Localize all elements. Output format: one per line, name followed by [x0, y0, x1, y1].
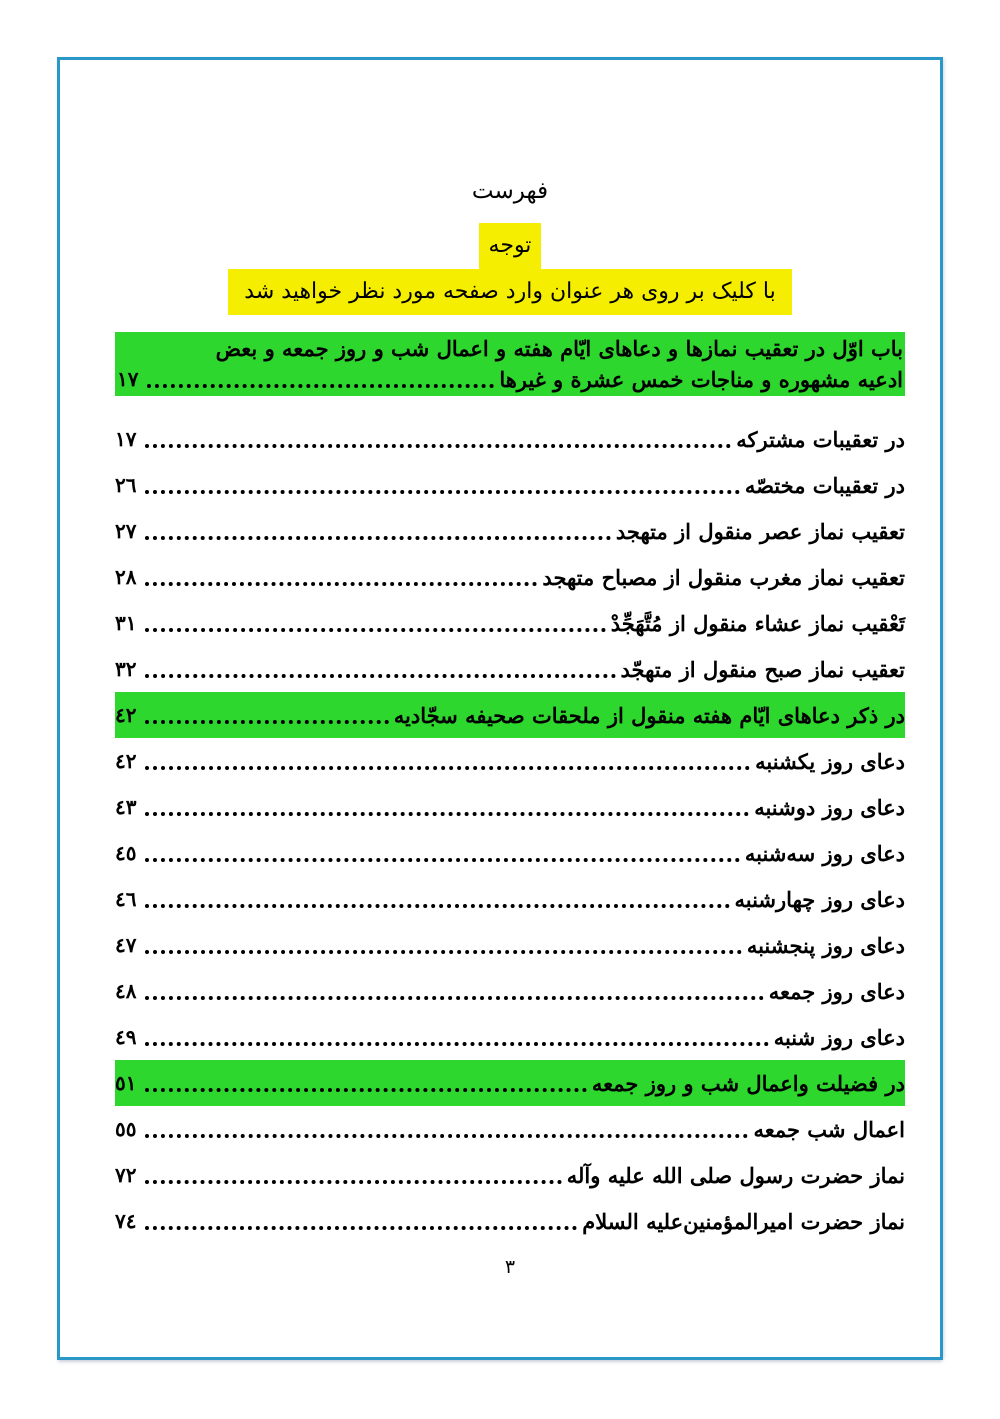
toc-entry-page: ٤٢: [115, 749, 137, 773]
toc-row: [115, 646, 905, 692]
toc-row: [115, 738, 905, 784]
dotted-leader: [145, 812, 749, 816]
chapter-heading[interactable]: [115, 332, 905, 396]
toc-entry-title[interactable]: در فضیلت واعمال شب و روز جمعه: [591, 1070, 905, 1096]
dotted-leader: [145, 1088, 586, 1092]
toc-entry-title[interactable]: در تعقیبات مختصّه: [744, 472, 905, 498]
toc-entry-page: ٥٥: [115, 1117, 137, 1141]
toc-entry-page: ٢٦: [115, 473, 137, 497]
toc-entry-title[interactable]: دعای روز پنجشنبه: [746, 932, 905, 958]
toc-row: [115, 1198, 905, 1244]
toc-entry-title[interactable]: دعای روز دوشنبه: [754, 794, 905, 820]
notice-label-line: [115, 223, 905, 269]
dotted-leader: [145, 444, 731, 448]
toc-entry-page: ٣١: [115, 611, 137, 635]
toc-row: [115, 922, 905, 968]
toc-entry-title[interactable]: تَعْقیب نماز عشاء منقول از مُتَّهَجِّدْ: [610, 610, 905, 636]
toc-entry-title[interactable]: در تعقیبات مشترکه: [736, 426, 905, 452]
toc-entry-page: ٤٧: [115, 933, 137, 957]
toc-entry-page: ٤٨: [115, 979, 137, 1003]
chapter-heading-page: ١٧: [117, 367, 139, 391]
dotted-leader: [145, 1134, 748, 1138]
dotted-leader: [145, 628, 605, 632]
toc-entry-title[interactable]: تعقیب نماز عصر منقول از متهجد: [615, 518, 905, 544]
toc-row-section-heading: [115, 1060, 905, 1106]
dotted-leader: [145, 720, 388, 724]
toc-entry-page: ٥١: [115, 1071, 137, 1095]
chapter-heading-title[interactable]: ادعیه مشهوره و مناجات خمس عشرة و غیرها: [499, 366, 903, 392]
toc-entry-page: ٤٩: [115, 1025, 137, 1049]
dotted-leader: [145, 536, 610, 540]
dotted-leader: [145, 582, 537, 586]
page-number: ٣: [504, 1256, 516, 1278]
toc-row: [115, 508, 905, 554]
toc-entry-page: ٧٤: [115, 1209, 137, 1233]
toc-row: [115, 784, 905, 830]
toc-row: [115, 1106, 905, 1152]
toc-entry-title[interactable]: اعمال شب جمعه: [753, 1116, 905, 1142]
toc-entry-title[interactable]: دعای روز یکشنبه: [755, 748, 905, 774]
toc-entry-page: ٤٢: [115, 703, 137, 727]
toc-row: [115, 462, 905, 508]
toc-entry-page: ٤٣: [115, 795, 137, 819]
chapter-heading-line1[interactable]: باب اوّل در تعقیب نمازها و دعاهای ایّام هفته و اعمال شب و روز جمعه و بعض: [215, 336, 903, 361]
toc-entry-title[interactable]: دعای روز جمعه: [768, 978, 905, 1004]
toc-content: [60, 60, 940, 1278]
notice-text: با کلیک بر روی هر عنوان وارد صفحه مورد نظر خواهید شد: [228, 269, 791, 315]
toc-row: [115, 554, 905, 600]
toc-row: [115, 968, 905, 1014]
toc-row: [115, 416, 905, 462]
dotted-leader: [145, 858, 739, 862]
toc-entry-page: ٤٥: [115, 841, 137, 865]
chapter-heading-line2[interactable]: [117, 364, 903, 394]
toc-entry-title[interactable]: تعقیب نماز مغرب منقول از مصباح متهجد: [542, 564, 905, 590]
toc-entry-title[interactable]: دعای روز سه‌شنبه: [744, 840, 905, 866]
page-frame: [57, 57, 943, 1360]
dotted-leader: [147, 384, 494, 388]
dotted-leader: [145, 674, 615, 678]
dotted-leader: [145, 950, 741, 954]
dotted-leader: [145, 904, 729, 908]
toc-list: [115, 416, 905, 1244]
toc-entry-page: ٧٢: [115, 1163, 137, 1187]
toc-row: [115, 876, 905, 922]
toc-entry-title[interactable]: نماز حضرت امیرالمؤمنین‌علیه السلام: [582, 1208, 905, 1234]
toc-row: [115, 1152, 905, 1198]
dotted-leader: [145, 1226, 577, 1230]
toc-entry-page: ٤٦: [115, 887, 137, 911]
toc-entry-page: ١٧: [115, 427, 137, 451]
toc-row-section-heading: [115, 692, 905, 738]
dotted-leader: [145, 766, 750, 770]
toc-row: [115, 1014, 905, 1060]
toc-row: [115, 830, 905, 876]
toc-entry-page: ٢٧: [115, 519, 137, 543]
notice-text-line: [115, 269, 905, 315]
toc-entry-title[interactable]: دعای روز شنبه: [773, 1024, 905, 1050]
toc-entry-title[interactable]: در ذکر دعاهای ایّام هفته منقول از ملحقات صحیفه سجّادیه: [393, 702, 905, 728]
dotted-leader: [145, 1042, 768, 1046]
toc-entry-page: ٣٢: [115, 657, 137, 681]
toc-entry-title[interactable]: تعقیب نماز صبح منقول از متهجّد: [620, 656, 905, 682]
toc-row: [115, 600, 905, 646]
notice-label: توجه: [479, 223, 542, 269]
dotted-leader: [145, 1180, 561, 1184]
document-title: فهرست: [471, 178, 549, 204]
dotted-leader: [145, 490, 739, 494]
dotted-leader: [145, 996, 763, 1000]
toc-entry-title[interactable]: دعای روز چهارشنبه: [734, 886, 905, 912]
toc-entry-title[interactable]: نماز حضرت رسول صلی الله علیه وآله: [566, 1162, 905, 1188]
toc-entry-page: ٢٨: [115, 565, 137, 589]
